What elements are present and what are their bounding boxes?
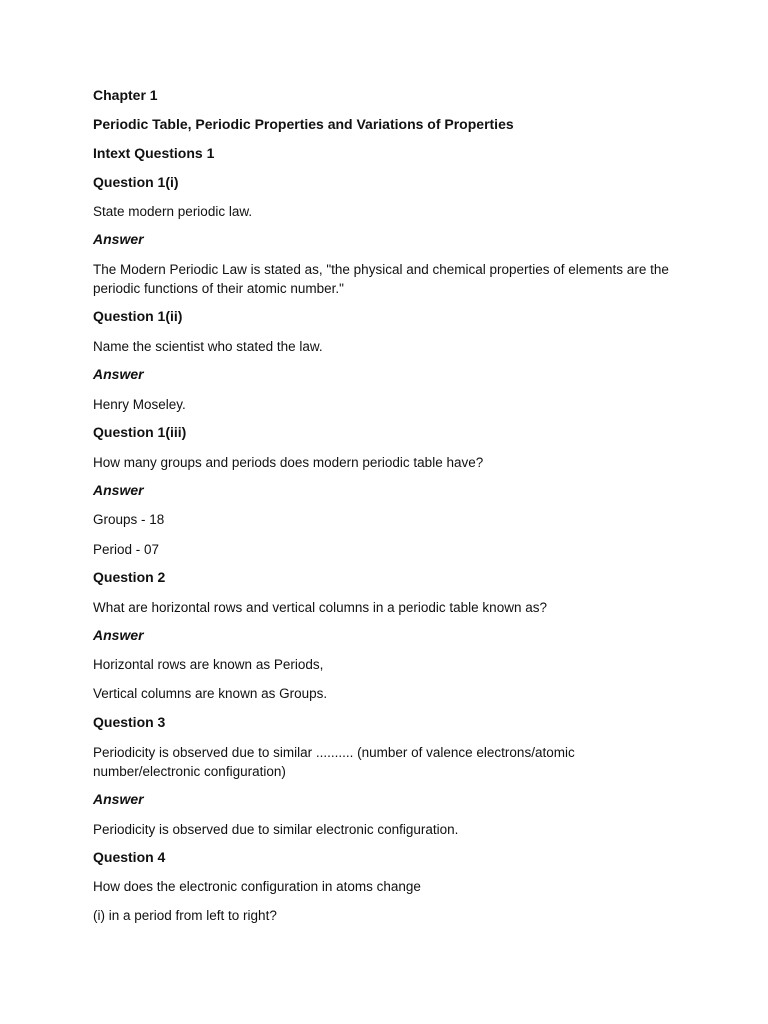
chapter-heading: Chapter 1 [93,87,158,103]
question-4-part-i: (i) in a period from left to right? [93,908,277,923]
section-heading: Intext Questions 1 [93,145,215,161]
question-1i-text: State modern periodic law. [93,204,253,219]
question-4-text: How does the electronic configuration in atoms change [93,879,421,894]
answer-1ii-text: Henry Moseley. [93,397,186,412]
chapter-title: Periodic Table, Periodic Properties and Variations of Properties [93,116,514,132]
answer-2-line1: Horizontal rows are known as Periods, [93,657,324,672]
answer-2-line2: Vertical columns are known as Groups. [93,686,328,701]
answer-label: Answer [93,231,144,247]
question-3-text: Periodicity is observed due to similar .......... (number of valence electrons/atomic number/electronic configuration) [93,745,575,779]
answer-label: Answer [93,627,144,643]
answer-1iii-line2: Period - 07 [93,542,160,557]
answer-1iii-line1: Groups - 18 [93,512,165,527]
answer-label: Answer [93,791,144,807]
question-3-label: Question 3 [93,714,166,730]
question-1iii-label: Question 1(iii) [93,424,187,440]
question-1ii-label: Question 1(ii) [93,308,183,324]
question-1ii-text: Name the scientist who stated the law. [93,339,323,354]
question-4-label: Question 4 [93,849,166,865]
question-2-label: Question 2 [93,569,166,585]
answer-3-text: Periodicity is observed due to similar electronic configuration. [93,822,459,837]
answer-label: Answer [93,366,144,382]
question-1i-label: Question 1(i) [93,174,179,190]
answer-label: Answer [93,482,144,498]
question-2-text: What are horizontal rows and vertical columns in a periodic table known as? [93,600,547,615]
answer-1i-text: The Modern Periodic Law is stated as, "the physical and chemical properties of elements are the periodic functions of their atomic number." [93,262,669,296]
question-1iii-text: How many groups and periods does modern periodic table have? [93,455,484,470]
